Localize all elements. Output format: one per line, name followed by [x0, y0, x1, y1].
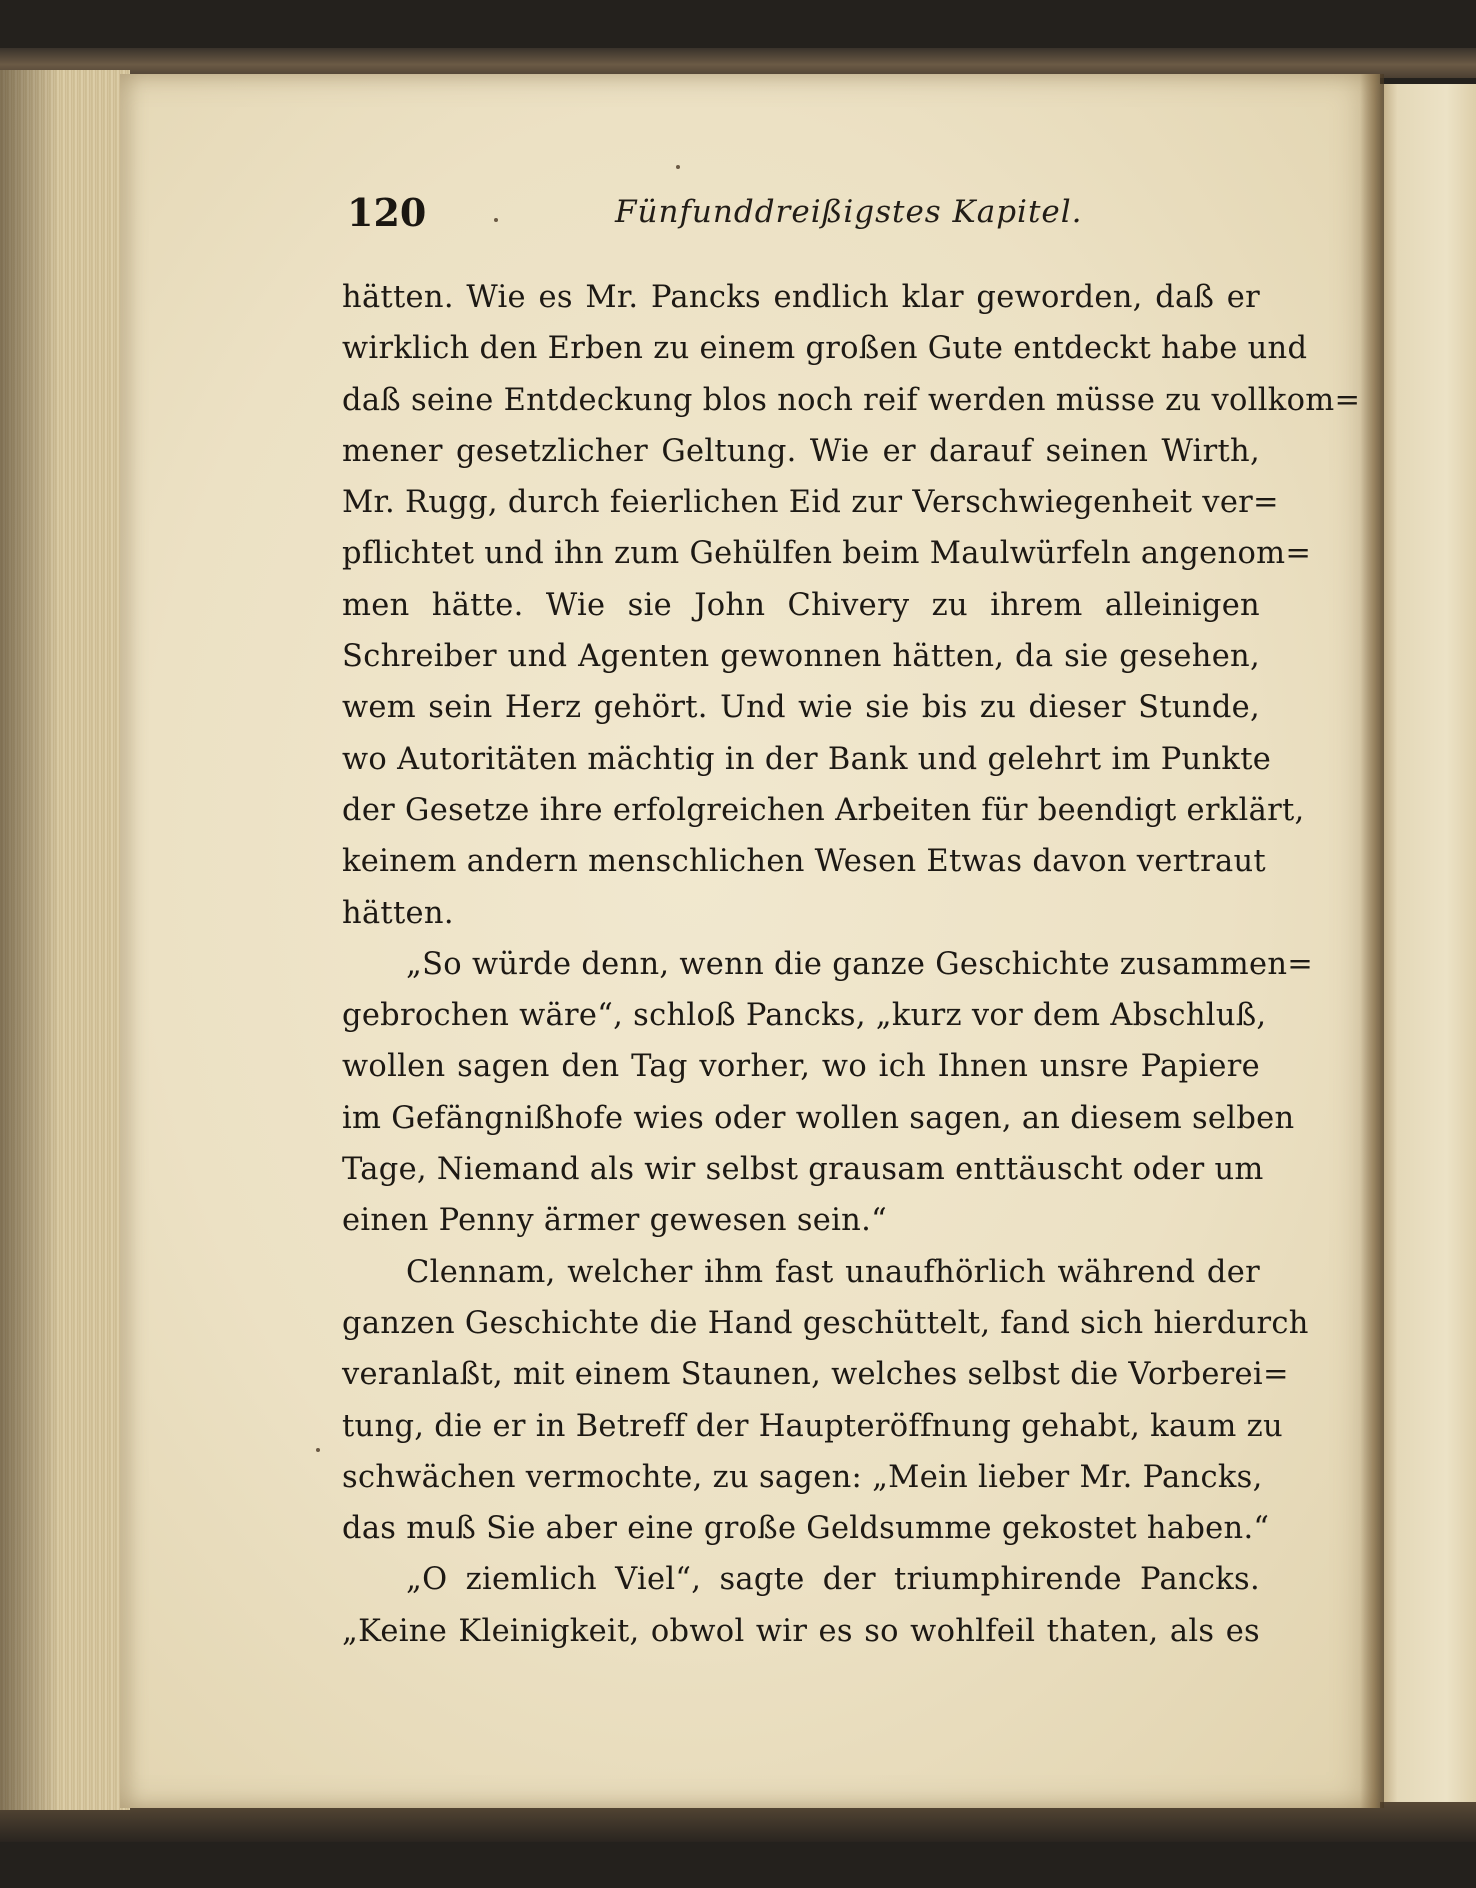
text-line: im Gefängnißhofe wies oder wollen sagen, an diesem selben: [342, 1100, 1295, 1136]
text-line: tung, die er in Betreff der Haupteröffnung gehabt, kaum zu: [342, 1408, 1283, 1444]
text-line: „So würde denn, wenn die ganze Geschichte zusammen=: [406, 946, 1314, 982]
page-header: [347, 190, 1252, 240]
text-line: Schreiber und Agenten gewonnen hätten, da sie gesehen,: [342, 639, 1260, 675]
body-text: [342, 272, 1361, 1657]
text-line: wirklich den Erben zu einem großen Gute entdeckt habe und: [342, 331, 1308, 367]
text-line: „O ziemlich Viel“, sagte der triumphirende Pancks.: [406, 1562, 1260, 1598]
ink-speck: [316, 1448, 320, 1452]
text-line: keinem andern menschlichen Wesen Etwas davon vertraut: [342, 844, 1266, 880]
text-line: Mr. Rugg, durch feierlichen Eid zur Verschwiegenheit ver=: [342, 485, 1279, 521]
text-line: Clennam, welcher ihm fast unaufhörlich während der: [406, 1254, 1260, 1290]
text-line: veranlaßt, mit einem Staunen, welches selbst die Vorberei=: [342, 1357, 1289, 1393]
page-stack-shadow: [0, 70, 60, 1810]
page-number: 120: [347, 190, 427, 235]
text-line: daß seine Entdeckung blos noch reif werden müsse zu vollkom=: [342, 382, 1361, 418]
text-line: einen Penny ärmer gewesen sein.“: [342, 1203, 888, 1239]
text-line: gebrochen wäre“, schloß Pancks, „kurz vor dem Abschluß,: [342, 998, 1267, 1034]
text-line: schwächen vermochte, zu sagen: „Mein lieber Mr. Pancks,: [342, 1459, 1263, 1495]
text-line: wollen sagen den Tag vorher, wo ich Ihnen unsre Papiere: [342, 1049, 1260, 1085]
text-line: wo Autoritäten mächtig in der Bank und gelehrt im Punkte: [342, 741, 1272, 777]
text-line: „Keine Kleinigkeit, obwol wir es so wohlfeil thaten, als es: [342, 1613, 1260, 1649]
text-line: men hätte. Wie sie John Chivery zu ihrem alleinigen: [342, 587, 1260, 623]
text-line: das muß Sie aber eine große Geldsumme gekostet haben.“: [342, 1511, 1270, 1547]
text-line: Tage, Niemand als wir selbst grausam enttäuscht oder um: [342, 1152, 1264, 1188]
ink-speck: [676, 165, 680, 169]
text-line: wem sein Herz gehört. Und wie sie bis zu dieser Stunde,: [342, 690, 1260, 726]
text-line: pflichtet und ihn zum Gehülfen beim Maulwürfeln angenom=: [342, 536, 1312, 572]
text-line: der Gesetze ihre erfolgreichen Arbeiten für beendigt erklärt,: [342, 792, 1305, 828]
text-line: hätten.: [342, 895, 454, 931]
running-head: Fünfunddreißigstes Kapitel.: [615, 194, 1083, 230]
text-line: hätten. Wie es Mr. Pancks endlich klar geworden, daß er: [342, 280, 1260, 315]
page-gutter-shadow: [1360, 74, 1384, 1808]
text-line: ganzen Geschichte die Hand geschüttelt, fand sich hierdurch: [342, 1305, 1309, 1341]
text-line: mener gesetzlicher Geltung. Wie er darauf seinen Wirth,: [342, 433, 1260, 469]
facing-page-edge: [1378, 84, 1476, 1802]
